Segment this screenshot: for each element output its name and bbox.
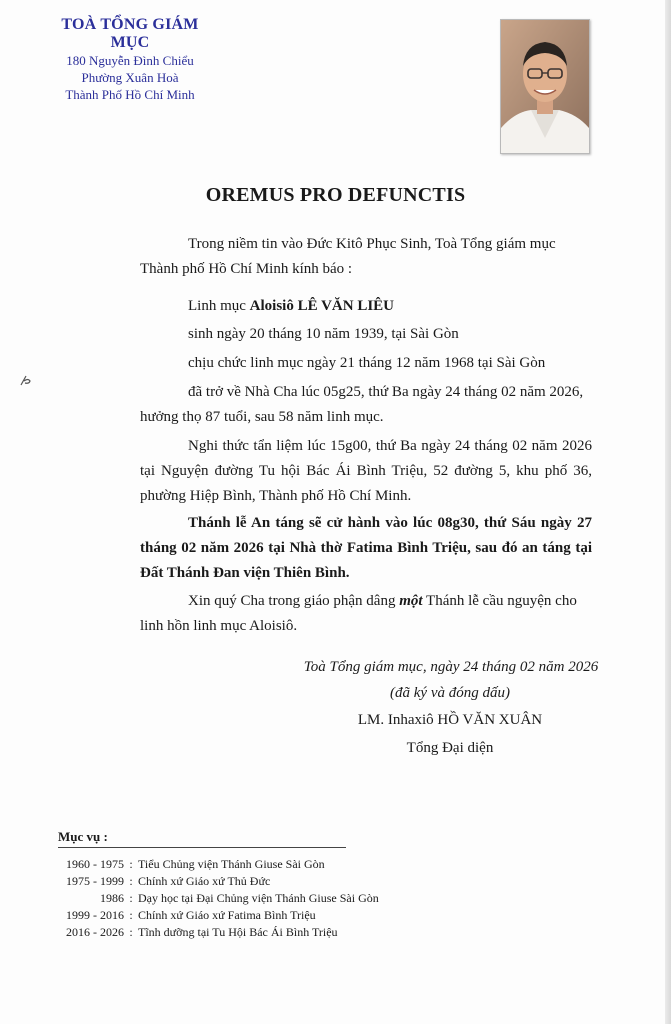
letterhead [40, 16, 220, 103]
ministry-years: 1960 - 1975 [66, 857, 124, 871]
signature-place-date: Toà Tổng giám mục, ngày 24 tháng 02 năm 2026 [303, 659, 599, 675]
signer-name: LM. Inhaxiô HỒ VĂN XUÂN [357, 712, 543, 728]
list-item [58, 873, 498, 890]
list-item [58, 890, 498, 907]
ministry-years: 1999 - 2016 [66, 908, 124, 922]
address-city: Thành Phố Hồ Chí Minh [65, 87, 195, 102]
pen-mark-icon [18, 372, 34, 393]
intro-paragraph: Trong niềm tin vào Đức Kitô Phục Sinh, Toà Tổng giám mục Thành phố Hồ Chí Minh kính báo : [140, 236, 556, 277]
address-ward: Phường Xuân Hoà [81, 70, 179, 85]
list-item [58, 924, 498, 941]
priest-prefix: Linh mục [188, 298, 250, 314]
ministry-text: Tiểu Chủng viện Thánh Giuse Sài Gòn [138, 857, 325, 871]
signer-role: Tổng Đại diện [406, 740, 494, 756]
ministry-years: 1986 [100, 891, 124, 905]
ministry-divider [58, 847, 346, 848]
ministry-years: 2016 - 2026 [66, 925, 124, 939]
address-line: 180 Nguyễn Đình Chiểu [66, 53, 194, 68]
birth-line: sinh ngày 20 tháng 10 năm 1939, tại Sài Gòn [188, 326, 459, 342]
list-item [58, 856, 498, 873]
funeral-paragraph: Thánh lễ An táng sẽ cử hành vào lúc 08g30, thứ Sáu ngày 27 tháng 02 năm 2026 tại Nhà thờ Fatima Bình Triệu, sau đó an táng tại Đất Thánh Đan viện Thiên Bình. [140, 515, 592, 581]
ministry-text: Dạy học tại Đại Chủng viện Thánh Giuse Sài Gòn [138, 891, 379, 905]
ministry-separator: : [129, 891, 133, 905]
vigil-paragraph: Nghi thức tẩn liệm lúc 15g00, thứ Ba ngày 24 tháng 02 năm 2026 tại Nguyện đường Tu hội Bác Ái Bình Triệu, 52 đường 5, khu phố 36, phường Hiệp Bình, Thành phố Hồ Chí Minh. [140, 438, 592, 504]
organization-name: TOÀ TỔNG GIÁM MỤC [61, 16, 199, 51]
priest-line [188, 294, 394, 319]
mass-request-paragraph [140, 589, 592, 639]
ministry-list [58, 856, 498, 941]
priest-name: Aloisiô LÊ VĂN LIÊU [249, 298, 394, 314]
ministry-years: 1975 - 1999 [66, 874, 124, 888]
list-item [58, 907, 498, 924]
ministry-separator: : [129, 874, 133, 888]
ministry-text: Chính xứ Giáo xứ Thủ Đức [138, 874, 271, 888]
signature-sealed-note: (đã ký và đóng dấu) [390, 685, 510, 701]
request-text-after: Thánh lễ cầu nguyện cho linh hồn linh mục Aloisiô. [140, 593, 577, 634]
request-emphasis: một [399, 593, 423, 609]
ministry-separator: : [129, 925, 133, 939]
priest-portrait-icon [500, 19, 590, 154]
ministry-separator: : [129, 857, 133, 871]
page-title: OREMUS PRO DEFUNCTIS [205, 184, 466, 206]
ministry-text: Tĩnh dưỡng tại Tu Hội Bác Ái Bình Triệu [138, 925, 338, 939]
death-paragraph: đã trở về Nhà Cha lúc 05g25, thứ Ba ngày 24 tháng 02 năm 2026, hưởng thọ 87 tuổi, sau 58 năm linh mục. [140, 384, 584, 425]
page-edge [665, 0, 671, 1024]
ordination-line: chịu chức linh mục ngày 21 tháng 12 năm 1968 tại Sài Gòn [188, 355, 546, 371]
ministry-text: Chính xứ Giáo xứ Fatima Bình Triệu [138, 908, 316, 922]
ministry-heading: Mục vụ : [58, 829, 108, 844]
request-text-before: Xin quý Cha trong giáo phận dâng [188, 593, 400, 609]
ministry-separator: : [129, 908, 133, 922]
